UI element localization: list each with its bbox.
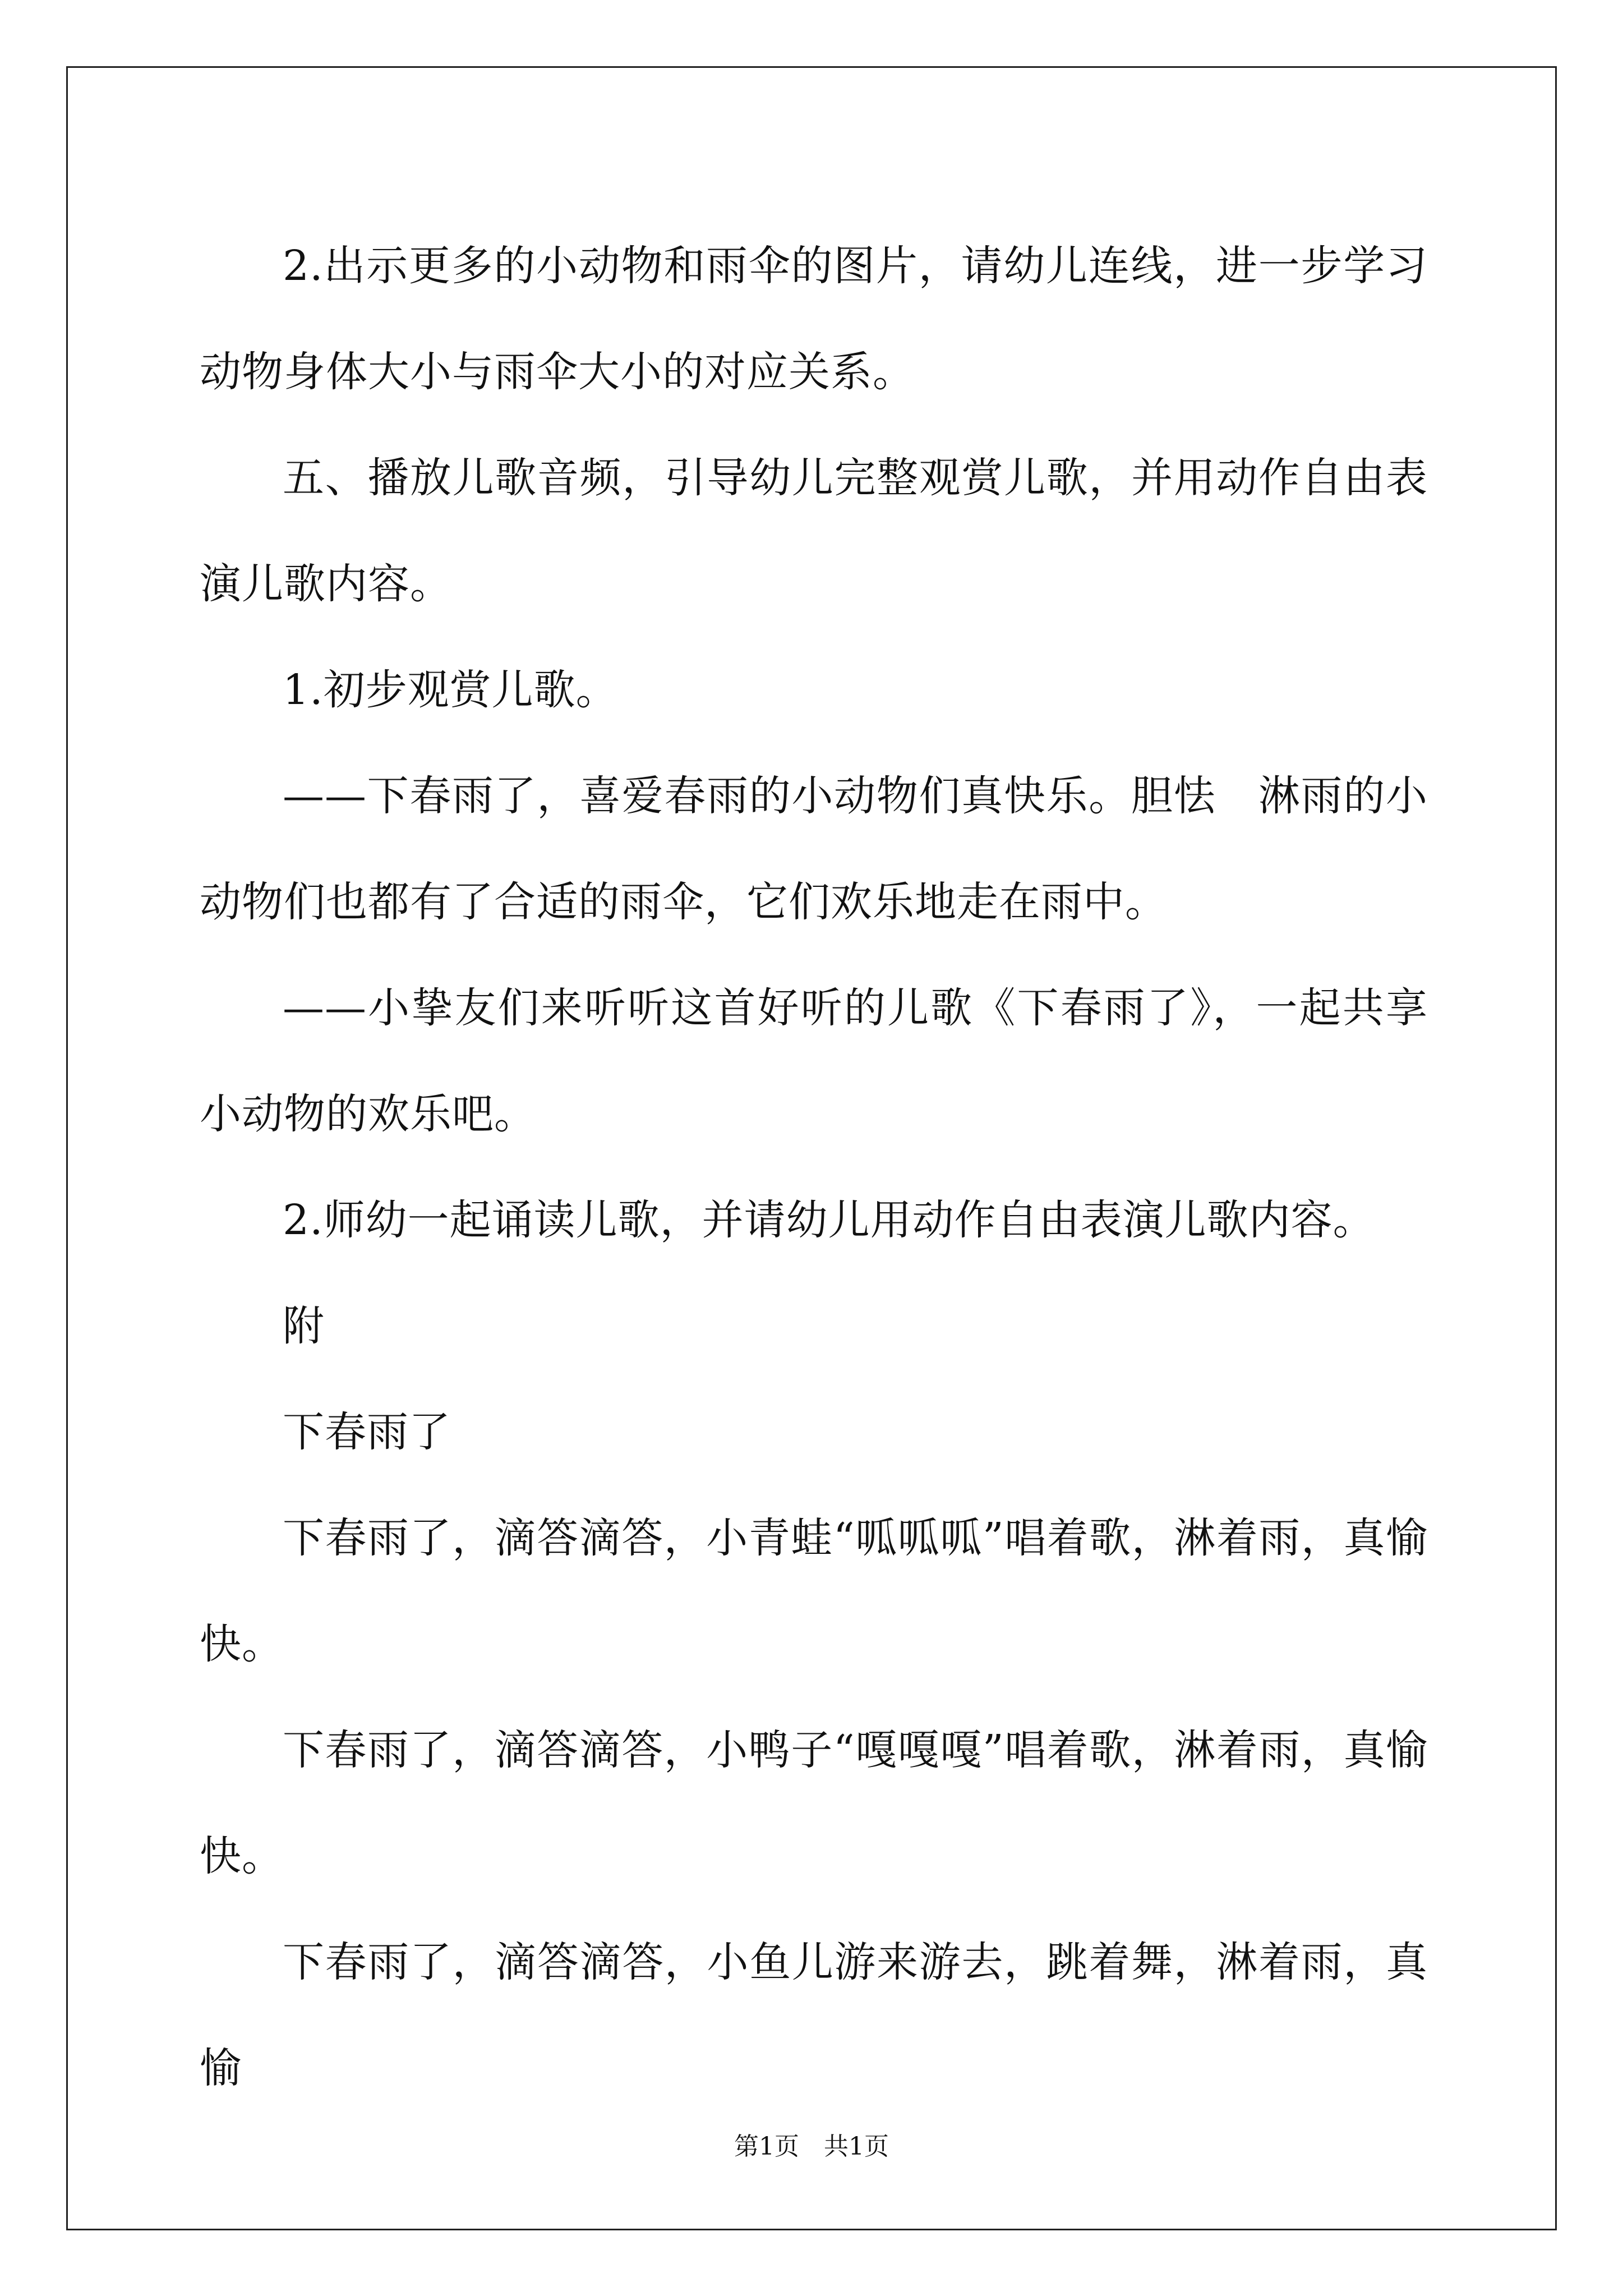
paragraph: 2.出示更多的小动物和雨伞的图片，请幼儿连线，进一步学习动物身体大小与雨伞大小的对应关系。 [200,242,1428,396]
poem-title: 下春雨了 [283,1408,451,1456]
poem-verse: 下春雨了，滴答滴答，小鸭子“嘎嘎嘎”唱着歌，淋着雨，真愉快。 [200,1726,1428,1880]
paragraph: ——小挚友们来听听这首好听的儿歌《下春雨了》，一起共享小动物的欢乐吧。 [200,984,1428,1138]
paragraph: 附 [283,1302,325,1350]
paragraph: 2.师幼一起诵读儿歌，并请幼儿用动作自由表演儿歌内容。 [283,1196,1375,1244]
paragraph: 五、播放儿歌音频，引导幼儿完整观赏儿歌，并用动作自由表演儿歌内容。 [200,454,1428,608]
page-footer: 第1页 共1页 [734,2132,889,2161]
poem-verse: 下春雨了，滴答滴答，小青蛙“呱呱呱”唱着歌，淋着雨，真愉快。 [200,1514,1428,1668]
poem-verse: 下春雨了，滴答滴答，小鱼儿游来游去，跳着舞，淋着雨，真愉 [200,1938,1428,2092]
paragraph: 1.初步观赏儿歌。 [283,666,618,714]
paragraph: ——下春雨了，喜爱春雨的小动物们真快乐。胆怯 淋雨的小动物们也都有了合适的雨伞，它们欢乐地走在雨中。 [200,772,1428,926]
document-body [200,213,1428,2122]
